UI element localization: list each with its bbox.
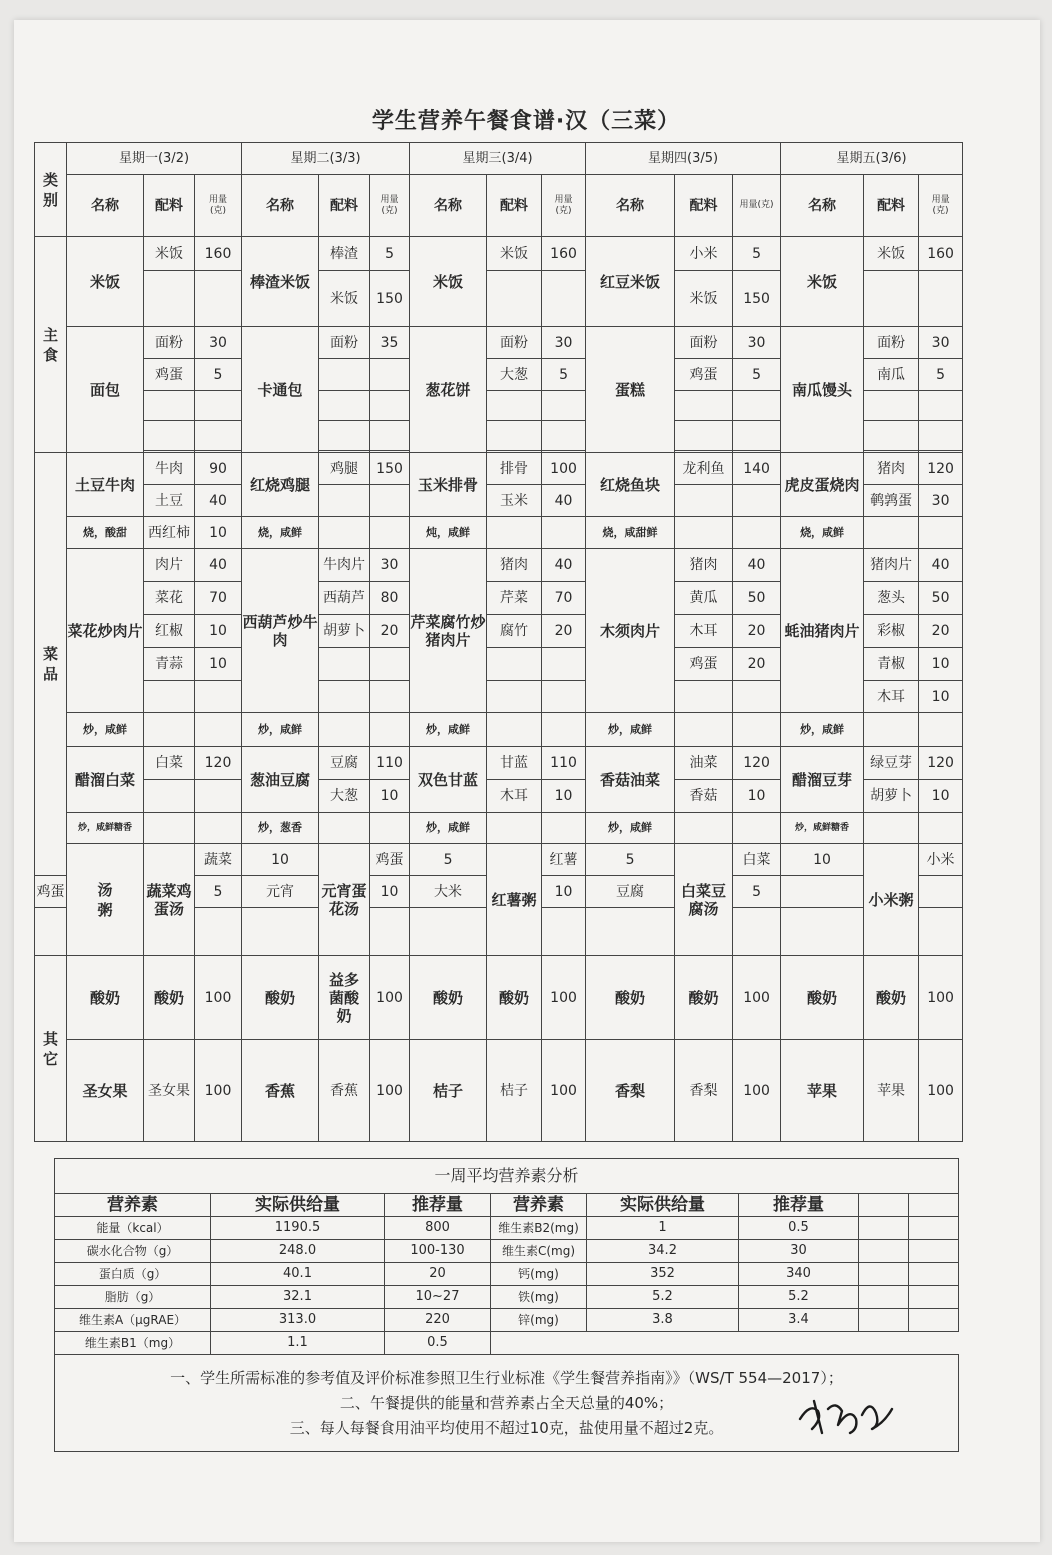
- ingredient: 面粉: [487, 327, 542, 359]
- nutrient-name: 能量（kcal）: [55, 1217, 211, 1240]
- col-name-header: 名称: [242, 175, 319, 237]
- supply-value: 352: [587, 1263, 739, 1286]
- ingredient: 白菜: [733, 844, 781, 876]
- dish-name: 苹果: [781, 1040, 864, 1142]
- nutrient-name: 铁(mg): [491, 1286, 587, 1309]
- notes-block: [55, 1355, 959, 1452]
- amount: 10: [370, 780, 410, 813]
- amount: 100: [195, 956, 242, 1040]
- dish-name: 醋溜白菜: [67, 747, 144, 813]
- cooking-method: 炒，咸鲜: [242, 713, 319, 747]
- recommended-value: 800: [385, 1217, 491, 1240]
- amount: 80: [370, 582, 410, 615]
- dish-name: 米饭: [410, 237, 487, 327]
- amount: 100: [195, 1040, 242, 1142]
- recommended-value: 100-130: [385, 1240, 491, 1263]
- amount: 5: [733, 237, 781, 271]
- amount: 40: [919, 549, 963, 582]
- ingredient: 酸奶: [864, 956, 919, 1040]
- ingredient: 腐竹: [487, 615, 542, 648]
- dish-name: 菜花炒肉片: [67, 549, 144, 713]
- dish-name: 桔子: [410, 1040, 487, 1142]
- ingredient: 牛肉: [144, 453, 195, 485]
- day-header-tue: 星期二(3/3): [242, 143, 410, 175]
- ingredient: 米饭: [319, 271, 370, 327]
- ingredient: 黄瓜: [675, 582, 733, 615]
- recommended-value: 3.4: [739, 1309, 859, 1332]
- cooking-method: 烧，酸甜: [67, 517, 144, 549]
- ingredient: 面粉: [864, 327, 919, 359]
- col-ingredient-header: 配料: [319, 175, 370, 237]
- dish-name: 香菇油菜: [586, 747, 675, 813]
- ingredient: 绿豆芽: [864, 747, 919, 780]
- recommended-value: 5.2: [739, 1286, 859, 1309]
- ingredient: 桔子: [487, 1040, 542, 1142]
- dish-name: 蔬菜鸡蛋汤: [144, 844, 195, 956]
- supply-value: 248.0: [211, 1240, 385, 1263]
- amount: 50: [919, 582, 963, 615]
- amount: 40: [542, 549, 586, 582]
- day-header-wed: 星期三(3/4): [410, 143, 586, 175]
- ingredient: 牛肉片: [319, 549, 370, 582]
- dish-name: 西葫芦炒牛肉: [242, 549, 319, 713]
- ingredient: 木耳: [864, 681, 919, 713]
- ingredient: 香菇: [675, 780, 733, 813]
- nutrition-title: 一周平均营养素分析: [55, 1159, 959, 1194]
- ingredient: 鸡蛋: [675, 648, 733, 681]
- ingredient: 益多菌酸奶: [319, 956, 370, 1040]
- col-amount-header: 用量 (克): [195, 175, 242, 237]
- ingredient: 土豆: [144, 485, 195, 517]
- dish-name: 红烧鱼块: [586, 453, 675, 517]
- dish-name: 酸奶: [781, 956, 864, 1040]
- dish-name: 土豆牛肉: [67, 453, 144, 517]
- menu-table: [34, 142, 963, 1142]
- ingredient: 鸡蛋: [35, 876, 67, 908]
- ingredient: 鸡蛋: [144, 359, 195, 391]
- cooking-method: 炒，咸鲜: [781, 713, 864, 747]
- ingredient: 元宵: [242, 876, 319, 908]
- day-header-mon: 星期一(3/2): [67, 143, 242, 175]
- col-name-header: 名称: [67, 175, 144, 237]
- dish-name: 南瓜馒头: [781, 327, 864, 453]
- dish-name: 面包: [67, 327, 144, 453]
- dish-name: 葱花饼: [410, 327, 487, 453]
- amount: 30: [919, 485, 963, 517]
- empty-cell: [859, 1194, 909, 1217]
- ingredient: 棒渣: [319, 237, 370, 271]
- empty-cell: [909, 1194, 959, 1217]
- ingredient: 酸奶: [144, 956, 195, 1040]
- ingredient: 鸡蛋: [675, 359, 733, 391]
- dish-name: 红烧鸡腿: [242, 453, 319, 517]
- amount: 140: [733, 453, 781, 485]
- dish-name: 米饭: [781, 237, 864, 327]
- amount: 40: [195, 549, 242, 582]
- supply-value: 313.0: [211, 1309, 385, 1332]
- ingredient: 青蒜: [144, 648, 195, 681]
- col-name-header: 名称: [410, 175, 487, 237]
- amount: 30: [370, 549, 410, 582]
- cooking-method: 烧，咸鲜: [242, 517, 319, 549]
- dish-name: 卡通包: [242, 327, 319, 453]
- ingredient: 小米: [919, 844, 963, 876]
- amount: 100: [370, 1040, 410, 1142]
- recommended-value: 220: [385, 1309, 491, 1332]
- ingredient: 香梨: [675, 1040, 733, 1142]
- supply-value: 1190.5: [211, 1217, 385, 1240]
- amount: 150: [733, 271, 781, 327]
- amount: 100: [542, 453, 586, 485]
- col-ingredient-header: 配料: [864, 175, 919, 237]
- amount: 5: [195, 359, 242, 391]
- amount: 90: [195, 453, 242, 485]
- amount: 5: [195, 876, 242, 908]
- ingredient: 面粉: [144, 327, 195, 359]
- supply-value: 34.2: [587, 1240, 739, 1263]
- ingredient: 龙利鱼: [675, 453, 733, 485]
- col-name-header: 名称: [586, 175, 675, 237]
- ingredient: 豆腐: [586, 876, 675, 908]
- ingredient: 米饭: [675, 271, 733, 327]
- nutrient-header: 营养素: [491, 1194, 587, 1217]
- nutrient-name: 蛋白质（g）: [55, 1263, 211, 1286]
- cooking-method: 炖，咸鲜: [410, 517, 487, 549]
- amount: 150: [370, 453, 410, 485]
- cooking-method: 炒，咸鲜: [410, 813, 487, 844]
- ingredient: 圣女果: [144, 1040, 195, 1142]
- recommended-value: 20: [385, 1263, 491, 1286]
- category-staple: 主 食: [35, 237, 67, 453]
- ingredient: 鹌鹑蛋: [864, 485, 919, 517]
- empty-cell: [542, 271, 586, 327]
- dish-name: 酸奶: [410, 956, 487, 1040]
- amount: 5: [586, 844, 675, 876]
- nutrition-table: [54, 1158, 959, 1452]
- amount: 100: [542, 1040, 586, 1142]
- col-amount-header: 用量(克): [733, 175, 781, 237]
- note-line-3: 三、每人每餐食用油平均使用不超过10克，盐使用量不超过2克。: [289, 1418, 724, 1437]
- dish-name: 虎皮蛋烧肉: [781, 453, 864, 517]
- amount: 50: [733, 582, 781, 615]
- ingredient: 木耳: [487, 780, 542, 813]
- ingredient: 酸奶: [487, 956, 542, 1040]
- amount: 110: [370, 747, 410, 780]
- amount: 120: [919, 453, 963, 485]
- dish-name: 醋溜豆芽: [781, 747, 864, 813]
- amount: 30: [733, 327, 781, 359]
- amount: 100: [919, 1040, 963, 1142]
- col-name-header: 名称: [781, 175, 864, 237]
- amount: 120: [195, 747, 242, 780]
- dish-name: 酸奶: [67, 956, 144, 1040]
- ingredient: 米饭: [864, 237, 919, 271]
- dish-name: 棒渣米饭: [242, 237, 319, 327]
- ingredient: 鸡蛋: [370, 844, 410, 876]
- amount: 10: [370, 876, 410, 908]
- amount: 5: [733, 876, 781, 908]
- amount: 40: [195, 485, 242, 517]
- nutrient-name: 维生素B2(mg): [491, 1217, 587, 1240]
- recommended-value: 340: [739, 1263, 859, 1286]
- ingredient: 肉片: [144, 549, 195, 582]
- ingredient: 酸奶: [675, 956, 733, 1040]
- amount: 70: [542, 582, 586, 615]
- amount: 100: [733, 956, 781, 1040]
- recommended-value: 0.5: [385, 1332, 491, 1355]
- ingredient: 红薯: [542, 844, 586, 876]
- amount: 30: [195, 327, 242, 359]
- ingredient: 大葱: [487, 359, 542, 391]
- category-dishes: 菜 品: [35, 453, 67, 876]
- recommended-header: 推荐量: [385, 1194, 491, 1217]
- ingredient: 胡萝卜: [864, 780, 919, 813]
- amount: 5: [410, 844, 487, 876]
- ingredient: 玉米: [487, 485, 542, 517]
- ingredient: 蔬菜: [195, 844, 242, 876]
- ingredient: 甘蓝: [487, 747, 542, 780]
- ingredient: 芹菜: [487, 582, 542, 615]
- ingredient: 胡萝卜: [319, 615, 370, 648]
- ingredient: 西葫芦: [319, 582, 370, 615]
- recommended-value: 0.5: [739, 1217, 859, 1240]
- cooking-method: 炒，咸鲜糖香: [781, 813, 864, 844]
- empty-cell: [144, 271, 195, 327]
- supply-value: 3.8: [587, 1309, 739, 1332]
- amount: 150: [370, 271, 410, 327]
- dish-name: 香蕉: [242, 1040, 319, 1142]
- page-title: 学生营养午餐食谱·汉（三菜）: [371, 109, 681, 134]
- dish-name: 红薯粥: [487, 844, 542, 956]
- nutrient-name: 维生素A（μgRAE）: [55, 1309, 211, 1332]
- amount: 5: [919, 359, 963, 391]
- amount: 10: [195, 517, 242, 549]
- ingredient: 白菜: [144, 747, 195, 780]
- dish-name: 葱油豆腐: [242, 747, 319, 813]
- cooking-method: 炒，咸鲜: [67, 713, 144, 747]
- amount: 5: [733, 359, 781, 391]
- nutrient-name: 碳水化合物（g）: [55, 1240, 211, 1263]
- ingredient: 大米: [410, 876, 487, 908]
- amount: 10: [242, 844, 319, 876]
- amount: 10: [781, 844, 864, 876]
- col-ingredient-header: 配料: [144, 175, 195, 237]
- amount: 160: [195, 237, 242, 271]
- amount: 40: [542, 485, 586, 517]
- dish-name: 木须肉片: [586, 549, 675, 713]
- col-amount-header: 用量 (克): [542, 175, 586, 237]
- handwritten-signature: [792, 1389, 902, 1441]
- amount: 110: [542, 747, 586, 780]
- ingredient: 菜花: [144, 582, 195, 615]
- amount: 35: [370, 327, 410, 359]
- amount: 10: [733, 780, 781, 813]
- dish-name: 白菜豆腐汤: [675, 844, 733, 956]
- amount: 10: [195, 648, 242, 681]
- dish-name: 芹菜腐竹炒猪肉片: [410, 549, 487, 713]
- dish-name: 米饭: [67, 237, 144, 327]
- amount: 20: [733, 615, 781, 648]
- nutrient-name: 维生素C(mg): [491, 1240, 587, 1263]
- supply-value: 1.1: [211, 1332, 385, 1355]
- cooking-method: 烧，咸鲜: [781, 517, 864, 549]
- amount: 20: [542, 615, 586, 648]
- ingredient: 排骨: [487, 453, 542, 485]
- note-line-1: 一、学生所需标准的参考值及评价标准参照卫生行业标准《学生餐营养指南》》（WS/T 554—2017）；: [170, 1368, 843, 1387]
- dish-name: 玉米排骨: [410, 453, 487, 517]
- empty-cell: [370, 359, 410, 391]
- amount: 10: [919, 780, 963, 813]
- cooking-method: 炒，咸鲜: [410, 713, 487, 747]
- ingredient: 彩椒: [864, 615, 919, 648]
- ingredient: 猪肉: [487, 549, 542, 582]
- amount: 10: [919, 681, 963, 713]
- amount: 20: [370, 615, 410, 648]
- dish-name: 酸奶: [586, 956, 675, 1040]
- ingredient: 鸡腿: [319, 453, 370, 485]
- category-header: 类 别: [35, 143, 67, 237]
- amount: 20: [919, 615, 963, 648]
- ingredient: 木耳: [675, 615, 733, 648]
- recommended-value: 10~27: [385, 1286, 491, 1309]
- ingredient: 面粉: [675, 327, 733, 359]
- cooking-method: 炒，咸鲜: [586, 713, 675, 747]
- category-other: 其 它: [35, 956, 67, 1142]
- note-line-2: 二、午餐提供的能量和营养素占全天总量的40%；: [339, 1393, 674, 1412]
- col-amount-header: 用量 (克): [370, 175, 410, 237]
- category-soup: 汤 粥: [67, 844, 144, 956]
- ingredient: 油菜: [675, 747, 733, 780]
- ingredient: 大葱: [319, 780, 370, 813]
- dish-name: 红豆米饭: [586, 237, 675, 327]
- supply-header: 实际供给量: [587, 1194, 739, 1217]
- nutrient-name: 钙(mg): [491, 1263, 587, 1286]
- amount: 10: [919, 648, 963, 681]
- amount: 30: [919, 327, 963, 359]
- dish-name: 双色甘蓝: [410, 747, 487, 813]
- ingredient: 豆腐: [319, 747, 370, 780]
- ingredient: 青椒: [864, 648, 919, 681]
- amount: 5: [542, 359, 586, 391]
- dish-name: 蚝油猪肉片: [781, 549, 864, 713]
- empty-cell: [487, 271, 542, 327]
- col-amount-header: 用量 (克): [919, 175, 963, 237]
- nutrient-name: 维生素B1（mg）: [55, 1332, 211, 1355]
- cooking-method: 炒，咸鲜糖香: [67, 813, 144, 844]
- recommended-value: 30: [739, 1240, 859, 1263]
- ingredient: 红椒: [144, 615, 195, 648]
- amount: 40: [733, 549, 781, 582]
- ingredient: 米饭: [487, 237, 542, 271]
- empty-cell: [195, 271, 242, 327]
- recommended-header: 推荐量: [739, 1194, 859, 1217]
- empty-cell: [919, 271, 963, 327]
- ingredient: 猪肉: [864, 453, 919, 485]
- dish-name: 酸奶: [242, 956, 319, 1040]
- ingredient: 米饭: [144, 237, 195, 271]
- amount: 100: [733, 1040, 781, 1142]
- ingredient: 面粉: [319, 327, 370, 359]
- day-header-fri: 星期五(3/6): [781, 143, 963, 175]
- ingredient: 苹果: [864, 1040, 919, 1142]
- amount: 70: [195, 582, 242, 615]
- empty-cell: [319, 359, 370, 391]
- ingredient: 南瓜: [864, 359, 919, 391]
- supply-value: 40.1: [211, 1263, 385, 1286]
- amount: 10: [542, 780, 586, 813]
- amount: 120: [919, 747, 963, 780]
- amount: 160: [919, 237, 963, 271]
- dish-name: 元宵蛋花汤: [319, 844, 370, 956]
- supply-value: 1: [587, 1217, 739, 1240]
- dish-name: 蛋糕: [586, 327, 675, 453]
- dish-name: 小米粥: [864, 844, 919, 956]
- col-ingredient-header: 配料: [675, 175, 733, 237]
- amount: 10: [542, 876, 586, 908]
- amount: 20: [733, 648, 781, 681]
- ingredient: 小米: [675, 237, 733, 271]
- ingredient: 香蕉: [319, 1040, 370, 1142]
- ingredient: 猪肉片: [864, 549, 919, 582]
- nutrient-name: 锌(mg): [491, 1309, 587, 1332]
- dish-name: 圣女果: [67, 1040, 144, 1142]
- amount: 160: [542, 237, 586, 271]
- nutrient-name: 脂肪（g）: [55, 1286, 211, 1309]
- ingredient: 葱头: [864, 582, 919, 615]
- supply-value: 32.1: [211, 1286, 385, 1309]
- ingredient: 猪肉: [675, 549, 733, 582]
- amount: 100: [919, 956, 963, 1040]
- cooking-method: 炒，葱香: [242, 813, 319, 844]
- supply-value: 5.2: [587, 1286, 739, 1309]
- amount: 120: [733, 747, 781, 780]
- amount: 100: [370, 956, 410, 1040]
- day-header-thu: 星期四(3/5): [586, 143, 781, 175]
- amount: 5: [370, 237, 410, 271]
- ingredient: 西红柿: [144, 517, 195, 549]
- nutrient-header: 营养素: [55, 1194, 211, 1217]
- cooking-method: 烧，咸甜鲜: [586, 517, 675, 549]
- amount: 10: [195, 615, 242, 648]
- dish-name: 香梨: [586, 1040, 675, 1142]
- empty-cell: [864, 271, 919, 327]
- supply-header: 实际供给量: [211, 1194, 385, 1217]
- amount: 30: [542, 327, 586, 359]
- amount: 100: [542, 956, 586, 1040]
- cooking-method: 炒，咸鲜: [586, 813, 675, 844]
- col-ingredient-header: 配料: [487, 175, 542, 237]
